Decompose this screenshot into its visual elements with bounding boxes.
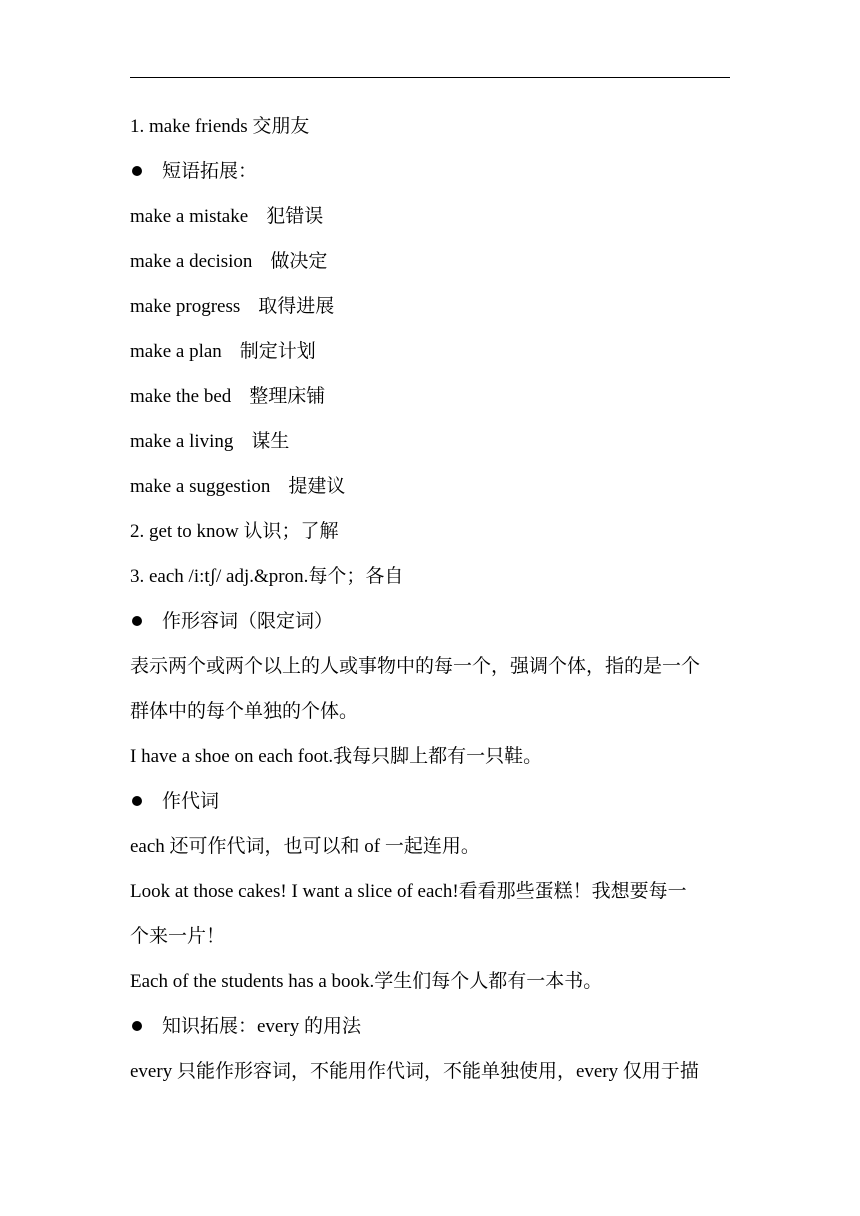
example-sentence: 个来一片！ xyxy=(130,926,226,947)
phrase-line xyxy=(130,374,730,419)
bullet-label: 短语拓展： xyxy=(162,161,258,182)
phrase-zh: 制定计划 xyxy=(239,341,316,362)
phrase-line xyxy=(130,284,730,329)
phrase-en: make a suggestion xyxy=(130,476,271,497)
bullet-icon xyxy=(132,796,142,806)
phrase-zh: 取得进展 xyxy=(258,296,335,317)
bullet-phrase-expansion xyxy=(130,149,730,194)
phrase-zh: 谋生 xyxy=(251,431,290,452)
example-sentence: Look at those cakes! I want a slice of each!看看那些蛋糕！我想要每一 xyxy=(130,881,687,902)
heading-make-friends: 1. make friends 交朋友 xyxy=(130,116,310,137)
phrase-zh: 做决定 xyxy=(270,251,328,272)
phrase-zh: 犯错误 xyxy=(266,206,324,227)
header-rule xyxy=(130,77,730,78)
phrase-en: make a living xyxy=(130,431,234,452)
bullet-icon xyxy=(132,166,142,176)
bullet-label: 作形容词（限定词） xyxy=(162,611,334,632)
phrase-line xyxy=(130,329,730,374)
phrase-line xyxy=(130,194,730,239)
phrase-line xyxy=(130,464,730,509)
phrase-line xyxy=(130,239,730,284)
bullet-label: 作代词 xyxy=(162,791,220,812)
bullet-label: 知识拓展：every 的用法 xyxy=(162,1016,361,1037)
bullet-as-pronoun xyxy=(130,779,730,824)
phrase-en: make a plan xyxy=(130,341,222,362)
example-sentence: I have a shoe on each foot.我每只脚上都有一只鞋。 xyxy=(130,746,543,767)
phrase-en: make progress xyxy=(130,296,241,317)
phrase-en: make a decision xyxy=(130,251,253,272)
phrase-zh: 整理床铺 xyxy=(249,386,326,407)
phrase-en: make the bed xyxy=(130,386,232,407)
bullet-icon xyxy=(132,616,142,626)
phrase-en: make a mistake xyxy=(130,206,249,227)
paragraph-line: 表示两个或两个以上的人或事物中的每一个，强调个体，指的是一个 xyxy=(130,656,701,677)
phrase-line xyxy=(130,419,730,464)
bullet-every-usage xyxy=(130,1004,730,1049)
paragraph-line: 群体中的每个单独的个体。 xyxy=(130,701,359,722)
phrase-zh: 提建议 xyxy=(288,476,346,497)
heading-each: 3. each /i:tʃ/ adj.&pron.每个；各自 xyxy=(130,566,404,587)
example-sentence: Each of the students has a book.学生们每个人都有一本书。 xyxy=(130,971,603,992)
bullet-as-adjective xyxy=(130,599,730,644)
bullet-icon xyxy=(132,1021,142,1031)
paragraph-line: each 还可作代词，也可以和 of 一起连用。 xyxy=(130,836,480,857)
paragraph-line: every 只能作形容词，不能用作代词，不能单独使用，every 仅用于描 xyxy=(130,1061,699,1082)
heading-get-to-know: 2. get to know 认识；了解 xyxy=(130,521,339,542)
